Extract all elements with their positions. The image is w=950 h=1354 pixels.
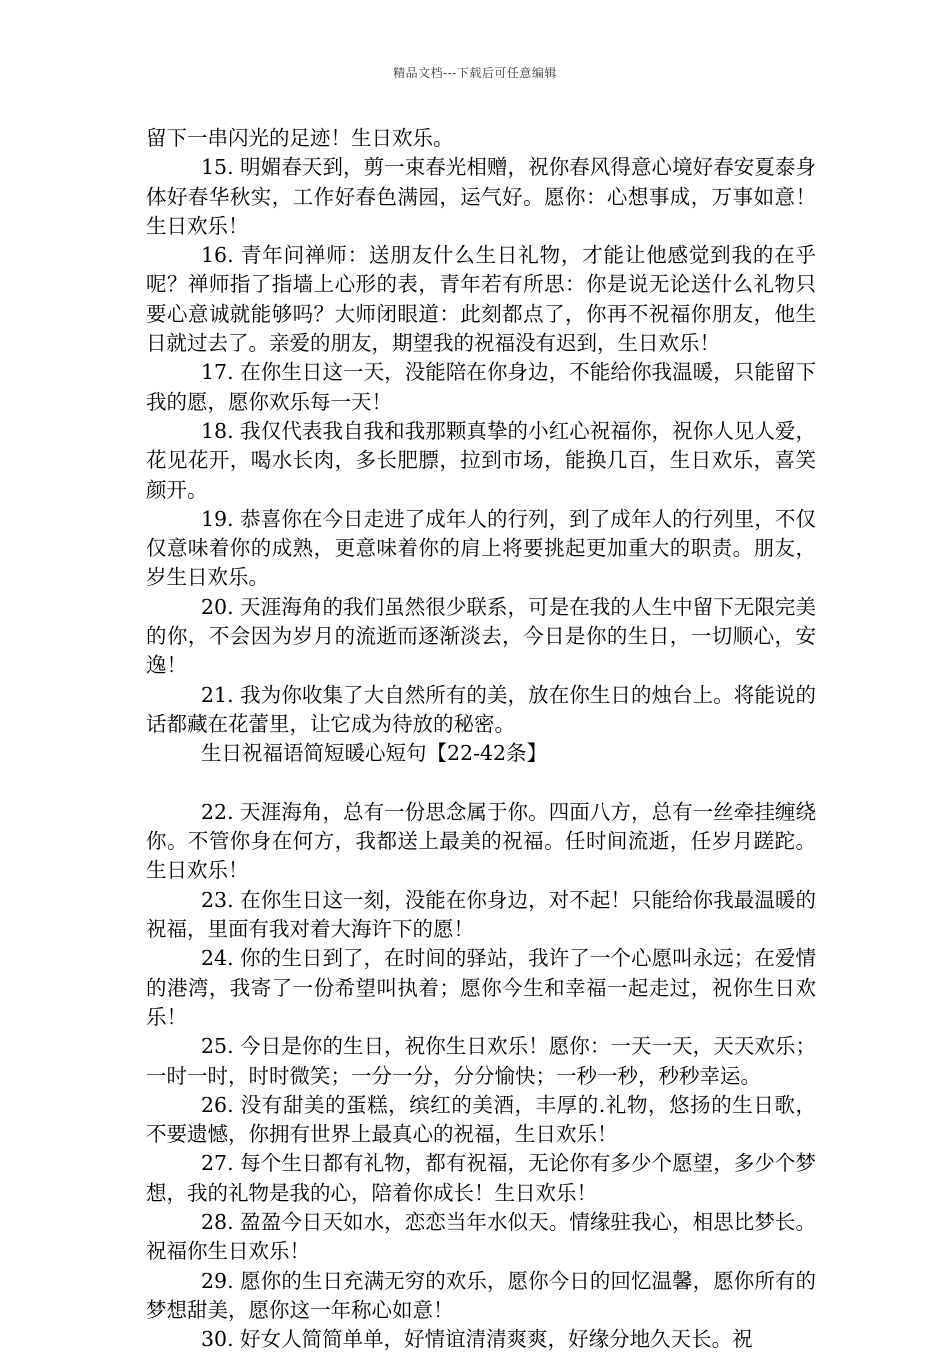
paragraph: 16. 青年问禅师：送朋友什么生日礼物，才能让他感觉到我的在乎呢？禅师指了指墙上心形的表，青年若有所思：你是说无论送什么礼物只要心意诚就能够吗？大师闭眼道：此刻都点了，你再不祝福你朋友，他生日就过去了。亲爱的朋友，期望我的祝福没有迟到，生日欢乐！ bbox=[146, 243, 816, 356]
paragraph: 27. 每个生日都有礼物，都有祝福，无论你有多少个愿望，多少个梦想，我的礼物是我的心，陪着你成长！生日欢乐！ bbox=[146, 1151, 816, 1205]
paragraph: 24. 你的生日到了，在时间的驿站，我许了一个心愿叫永远；在爱情的港湾，我寄了一份希望叫执着；愿你今生和幸福一起走过，祝你生日欢乐！ bbox=[146, 946, 816, 1029]
paragraph: 22. 天涯海角，总有一份思念属于你。四面八方，总有一丝牵挂缠绕你。不管你身在何方，我都送上最美的祝福。任时间流逝，任岁月蹉跎。生日欢乐！ bbox=[146, 799, 816, 883]
paragraph: 23. 在你生日这一刻，没能在你身边，对不起！只能给你我最温暖的祝福，里面有我对着大海许下的愿！ bbox=[146, 887, 816, 942]
page-header: 精品文档---下载后可任意编辑 bbox=[393, 66, 557, 80]
section-heading: 生日祝福语简短暖心短句【22-42条】 bbox=[201, 741, 548, 766]
paragraph: 21. 我为你收集了大自然所有的美，放在你生日的烛台上。将能说的话都藏在花蕾里，让它成为待放的秘密。 bbox=[146, 682, 816, 736]
paragraph: 15. 明媚春天到，剪一束春光相赠，祝你春风得意心境好春安夏泰身体好春华秋实，工作好春色满园，运气好。愿你：心想事成，万事如意！生日欢乐！ bbox=[146, 155, 816, 238]
paragraph: 17. 在你生日这一天，没能陪在你身边，不能给你我温暖，只能留下我的愿，愿你欢乐每一天！ bbox=[146, 360, 816, 414]
paragraph: 30. 好女人简简单单，好情谊清清爽爽，好缘分地久天长。祝 bbox=[201, 1327, 753, 1352]
paragraph: 20. 天涯海角的我们虽然很少联系，可是在我的人生中留下无限完美的你，不会因为岁月的流逝而逐渐淡去，今日是你的生日，一切顺心，安逸！ bbox=[146, 594, 816, 678]
paragraph: 25. 今日是你的生日，祝你生日欢乐！愿你：一天一天，天天欢乐；一时一时，时时微笑；一分一分，分分愉快；一秒一秒，秒秒幸运。 bbox=[146, 1034, 816, 1088]
paragraph: 26. 没有甜美的蛋糕，缤红的美酒，丰厚的.礼物，悠扬的生日歌，不要遗憾，你拥有世界上最真心的祝福，生日欢乐！ bbox=[146, 1092, 816, 1147]
document-body bbox=[146, 124, 816, 1354]
paragraph: 29. 愿你的生日充满无穷的欢乐，愿你今日的回忆温馨，愿你所有的梦想甜美，愿你这一年称心如意！ bbox=[146, 1268, 816, 1322]
blank-line bbox=[146, 769, 816, 798]
paragraph: 28. 盈盈今日天如水，恋恋当年水似天。情缘驻我心，相思比梦长。祝福你生日欢乐！ bbox=[146, 1209, 816, 1264]
paragraph: 留下一串闪光的足迹！生日欢乐。 bbox=[146, 126, 454, 150]
paragraph: 18. 我仅代表我自我和我那颗真挚的小红心祝福你，祝你人见人爱，花见花开，喝水长肉，多长肥膘，拉到市场，能换几百，生日欢乐，喜笑颜开。 bbox=[146, 418, 816, 502]
paragraph: 19. 恭喜你在今日走进了成年人的行列，到了成年人的行列里，不仅仅意味着你的成熟，更意味着你的肩上将要挑起更加重大的职责。朋友，岁生日欢乐。 bbox=[146, 506, 816, 590]
